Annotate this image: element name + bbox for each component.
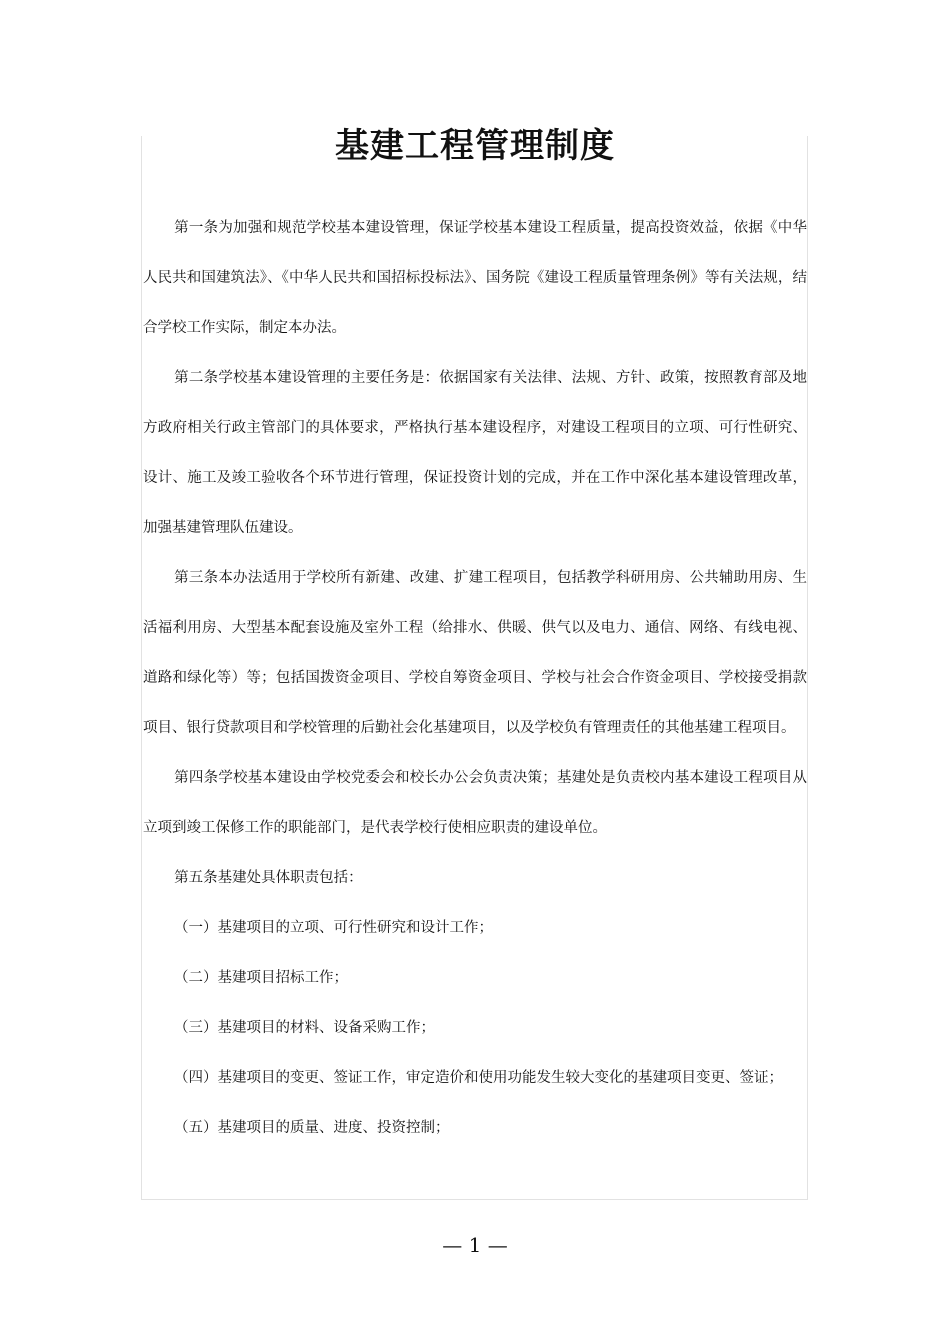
article-5: 第五条基建处具体职责包括：	[174, 870, 363, 886]
article-1: 第一条为加强和规范学校基本建设管理，保证学校基本建设工程质量，提高投资效益，依据《中华人民共和国建筑法》、《中华人民共和国招标投标法》、国务院《建设工程质量管理条例》等有关法规，结合学校工作实际，制定本办法。	[143, 220, 807, 336]
article-2: 第二条学校基本建设管理的主要任务是：依据国家有关法律、法规、方针、政策，按照教育部及地方政府相关行政主管部门的具体要求，严格执行基本建设程序，对建设工程项目的立项、可行性研究、设计、施工及竣工验收各个环节进行管理，保证投资计划的完成，并在工作中深化基本建设管理改革，加强基建管理队伍建设。	[143, 370, 807, 536]
list-item-3: （三）基建项目的材料、设备采购工作；	[174, 1020, 435, 1036]
document-body	[143, 203, 807, 1153]
list-item-5: （五）基建项目的质量、进度、投资控制；	[174, 1120, 450, 1136]
list-item-4: （四）基建项目的变更、签证工作，审定造价和使用功能发生较大变化的基建项目变更、签证；	[174, 1070, 783, 1086]
page-number: — 1 —	[442, 1233, 508, 1257]
list-item-2: （二）基建项目招标工作；	[174, 970, 348, 986]
list-item-1: （一）基建项目的立项、可行性研究和设计工作；	[174, 920, 493, 936]
document-title: 基建工程管理制度	[335, 126, 615, 166]
article-3: 第三条本办法适用于学校所有新建、改建、扩建工程项目，包括教学科研用房、公共辅助用房、生活福利用房、大型基本配套设施及室外工程（给排水、供暖、供气以及电力、通信、网络、有线电视、道路和绿化等）等；包括国拨资金项目、学校自筹资金项目、学校与社会合作资金项目、学校接受捐款项目、银行贷款项目和学校管理的后勤社会化基建项目，以及学校负有管理责任的其他基建工程项目。	[143, 570, 807, 736]
article-4: 第四条学校基本建设由学校党委会和校长办公会负责决策；基建处是负责校内基本建设工程项目从立项到竣工保修工作的职能部门，是代表学校行使相应职责的建设单位。	[143, 770, 807, 836]
